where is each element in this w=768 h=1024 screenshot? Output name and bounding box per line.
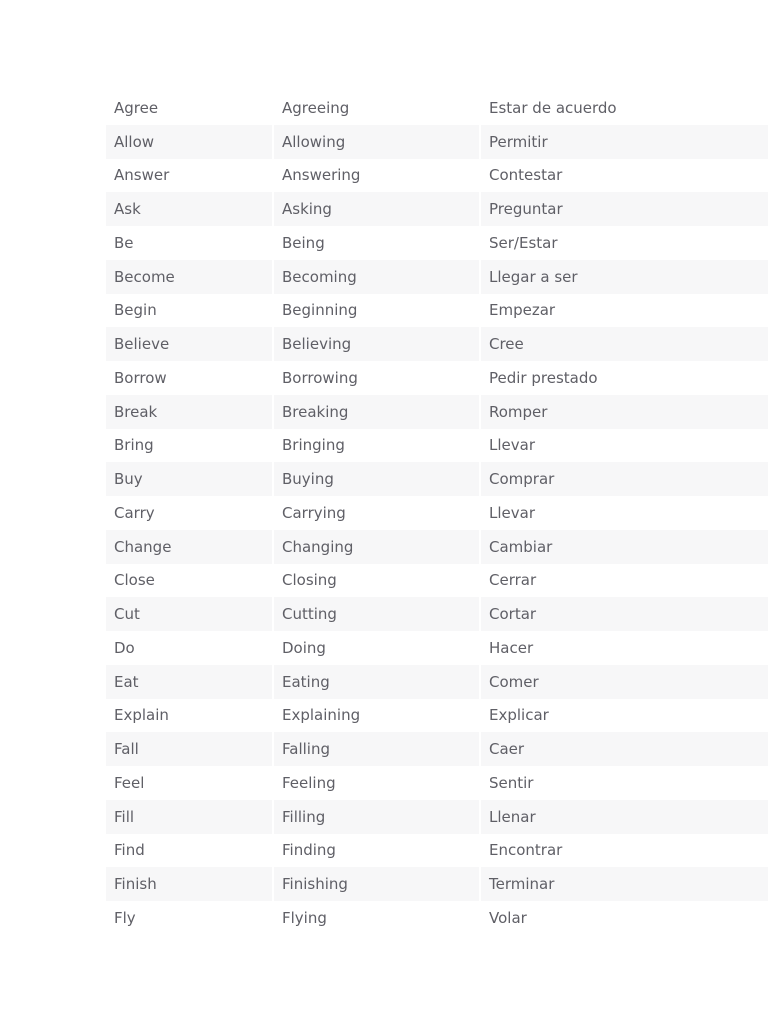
gerund-cell: Finishing (274, 867, 479, 901)
translation-cell: Cree (481, 327, 768, 361)
translation-cell: Contestar (489, 166, 563, 185)
base-form-cell: Ask (106, 192, 272, 226)
base-form-cell: Believe (106, 327, 272, 361)
base-form-cell: Do (114, 638, 135, 657)
gerund-cell: Buying (274, 462, 479, 496)
translation-cell: Ser/Estar (489, 233, 558, 252)
base-form-cell: Change (106, 530, 272, 564)
base-form-cell: Explain (114, 706, 169, 725)
base-form-cell: Fill (106, 800, 272, 834)
table-row (106, 766, 768, 800)
gerund-cell: Being (282, 233, 325, 252)
gerund-cell: Explaining (282, 706, 361, 725)
translation-cell: Sentir (489, 773, 534, 792)
table-row (106, 867, 768, 901)
table-row (106, 327, 768, 361)
translation-cell: Cortar (481, 597, 768, 631)
base-form-cell: Become (106, 260, 272, 294)
table-row (106, 800, 768, 834)
base-form-cell: Cut (106, 597, 272, 631)
table-row (106, 564, 768, 598)
base-form-cell: Answer (114, 166, 170, 185)
gerund-cell: Closing (282, 571, 337, 590)
verb-table (106, 91, 768, 935)
table-row (106, 260, 768, 294)
table-row (106, 395, 768, 429)
translation-cell: Hacer (489, 638, 534, 657)
translation-cell: Cerrar (489, 571, 537, 590)
translation-cell: Llegar a ser (481, 260, 768, 294)
translation-cell: Terminar (481, 867, 768, 901)
table-row (106, 834, 768, 868)
gerund-cell: Borrowing (282, 368, 358, 387)
gerund-cell: Beginning (282, 301, 358, 320)
gerund-cell: Answering (282, 166, 361, 185)
translation-cell: Permitir (481, 125, 768, 159)
gerund-cell: Agreeing (282, 98, 350, 117)
gerund-cell: Changing (274, 530, 479, 564)
translation-cell: Caer (481, 732, 768, 766)
table-row (106, 901, 768, 935)
table-row (106, 597, 768, 631)
table-row (106, 496, 768, 530)
table-row (106, 159, 768, 193)
translation-cell: Comer (481, 665, 768, 699)
base-form-cell: Finish (106, 867, 272, 901)
gerund-cell: Carrying (282, 503, 346, 522)
table-row (106, 361, 768, 395)
translation-cell: Explicar (489, 706, 549, 725)
table-row (106, 91, 768, 125)
translation-cell: Encontrar (489, 841, 563, 860)
table-row (106, 226, 768, 260)
table-row (106, 125, 768, 159)
gerund-cell: Feeling (282, 773, 336, 792)
table-row (106, 699, 768, 733)
gerund-cell: Eating (274, 665, 479, 699)
base-form-cell: Fall (106, 732, 272, 766)
table-row (106, 192, 768, 226)
base-form-cell: Borrow (114, 368, 167, 387)
table-row (106, 294, 768, 328)
base-form-cell: Fly (114, 908, 136, 927)
translation-cell: Llenar (481, 800, 768, 834)
gerund-cell: Believing (274, 327, 479, 361)
base-form-cell: Agree (114, 98, 159, 117)
base-form-cell: Eat (106, 665, 272, 699)
gerund-cell: Falling (274, 732, 479, 766)
gerund-cell: Cutting (274, 597, 479, 631)
gerund-cell: Doing (282, 638, 326, 657)
translation-cell: Empezar (489, 301, 556, 320)
gerund-cell: Finding (282, 841, 336, 860)
translation-cell: Preguntar (481, 192, 768, 226)
table-row (106, 429, 768, 463)
translation-cell: Cambiar (481, 530, 768, 564)
table-row (106, 732, 768, 766)
table-row (106, 530, 768, 564)
translation-cell: Pedir prestado (489, 368, 598, 387)
gerund-cell: Filling (274, 800, 479, 834)
gerund-cell: Asking (274, 192, 479, 226)
translation-cell: Llevar (489, 503, 535, 522)
gerund-cell: Breaking (274, 395, 479, 429)
base-form-cell: Begin (114, 301, 157, 320)
table-row (106, 631, 768, 665)
translation-cell: Llevar (489, 436, 535, 455)
table-row (106, 665, 768, 699)
gerund-cell: Bringing (282, 436, 345, 455)
gerund-cell: Becoming (274, 260, 479, 294)
base-form-cell: Close (114, 571, 155, 590)
translation-cell: Comprar (481, 462, 768, 496)
base-form-cell: Feel (114, 773, 145, 792)
gerund-cell: Allowing (274, 125, 479, 159)
table-row (106, 462, 768, 496)
translation-cell: Romper (481, 395, 768, 429)
base-form-cell: Bring (114, 436, 154, 455)
base-form-cell: Find (114, 841, 145, 860)
translation-cell: Estar de acuerdo (489, 98, 617, 117)
translation-cell: Volar (489, 908, 527, 927)
gerund-cell: Flying (282, 908, 327, 927)
base-form-cell: Buy (106, 462, 272, 496)
base-form-cell: Be (114, 233, 134, 252)
base-form-cell: Carry (114, 503, 155, 522)
base-form-cell: Break (106, 395, 272, 429)
base-form-cell: Allow (106, 125, 272, 159)
